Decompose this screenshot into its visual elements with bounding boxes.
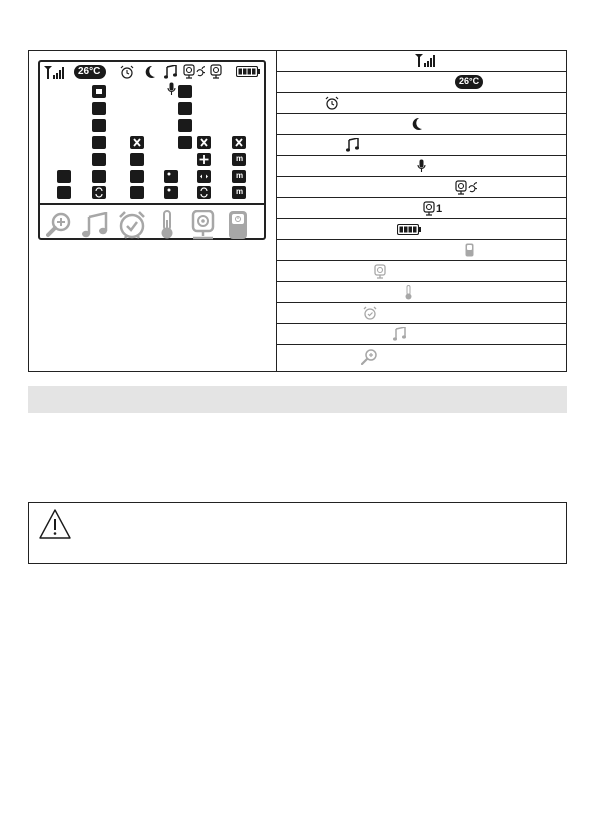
legend-row [277,177,567,198]
signal-icon [44,66,64,79]
lcd-display [38,60,266,240]
lcd-block [130,170,144,183]
legend-row [277,135,567,156]
legend-row [277,198,567,219]
legend-row [277,51,567,72]
lcd-block [57,186,71,199]
moon-icon [144,65,156,79]
music-note-icon [346,138,359,152]
warning-box [28,502,567,564]
camera-scan-icon [183,64,205,79]
zoom-in-icon [361,349,377,365]
lcd-stop-block [92,85,106,98]
lcd-block [178,85,192,98]
icon-table [28,50,567,372]
lcd-close-block [197,136,211,149]
lcd-block [178,136,192,149]
lcd-divider [40,203,264,205]
camera-icon [374,264,386,279]
lcd-m-block: m [232,153,246,166]
lcd-block [92,102,106,115]
parent-unit-icon [228,210,248,240]
lcd-block [92,170,106,183]
temperature-value: 26°C [78,66,101,77]
battery-icon [236,66,260,77]
alarm-clock-icon [325,96,339,110]
lcd-block [130,186,144,199]
lcd-plus-block [197,153,211,166]
lcd-dot-block [164,186,178,199]
microphone-icon [167,82,176,96]
camera-1-icon [423,201,435,216]
lcd-arrows-block [197,170,211,183]
lcd-block [92,136,106,149]
legend-row [277,261,567,282]
camera-icon [190,210,216,240]
music-note-icon [393,327,406,341]
moon-icon [411,117,423,131]
lcd-close-block [130,136,144,149]
lcd-block [92,153,106,166]
legend-row [277,240,567,261]
lcd-close-block [232,136,246,149]
lcd-block [130,153,144,166]
thermometer-icon [405,285,412,300]
lcd-m-block: m [232,170,246,183]
legend-row [277,324,567,345]
parent-unit-icon [465,243,474,257]
camera-icon [210,64,222,79]
alarm-clock-icon [363,306,377,321]
camera-scan-icon [455,180,477,195]
music-note-icon [164,65,177,79]
alarm-clock-icon [120,65,134,79]
lcd-block [178,119,192,132]
lcd-block [92,119,106,132]
microphone-icon [417,159,426,173]
legend-row [277,93,567,114]
temperature-value: 26°C [459,76,480,86]
legend-row [277,114,567,135]
lcd-repeat-block [197,186,211,199]
music-note-icon [82,212,108,239]
signal-icon [415,54,435,67]
battery-icon [397,224,421,235]
legend-row [277,72,567,93]
lcd-block [178,102,192,115]
legend-row [277,345,567,372]
legend-row [277,282,567,303]
legend-row [277,303,567,324]
zoom-in-icon [46,212,72,238]
thermometer-icon [160,210,174,240]
lcd-repeat-block [92,186,106,199]
lcd-block [57,170,71,183]
lcd-dot-block [164,170,178,183]
lcd-m-block: m [232,186,246,199]
camera-channel-number: 1 [436,203,443,215]
alarm-clock-icon [118,210,146,240]
warning-icon [38,508,72,540]
legend-row [277,219,567,240]
section-heading-bar [28,386,567,413]
legend-row [277,156,567,177]
